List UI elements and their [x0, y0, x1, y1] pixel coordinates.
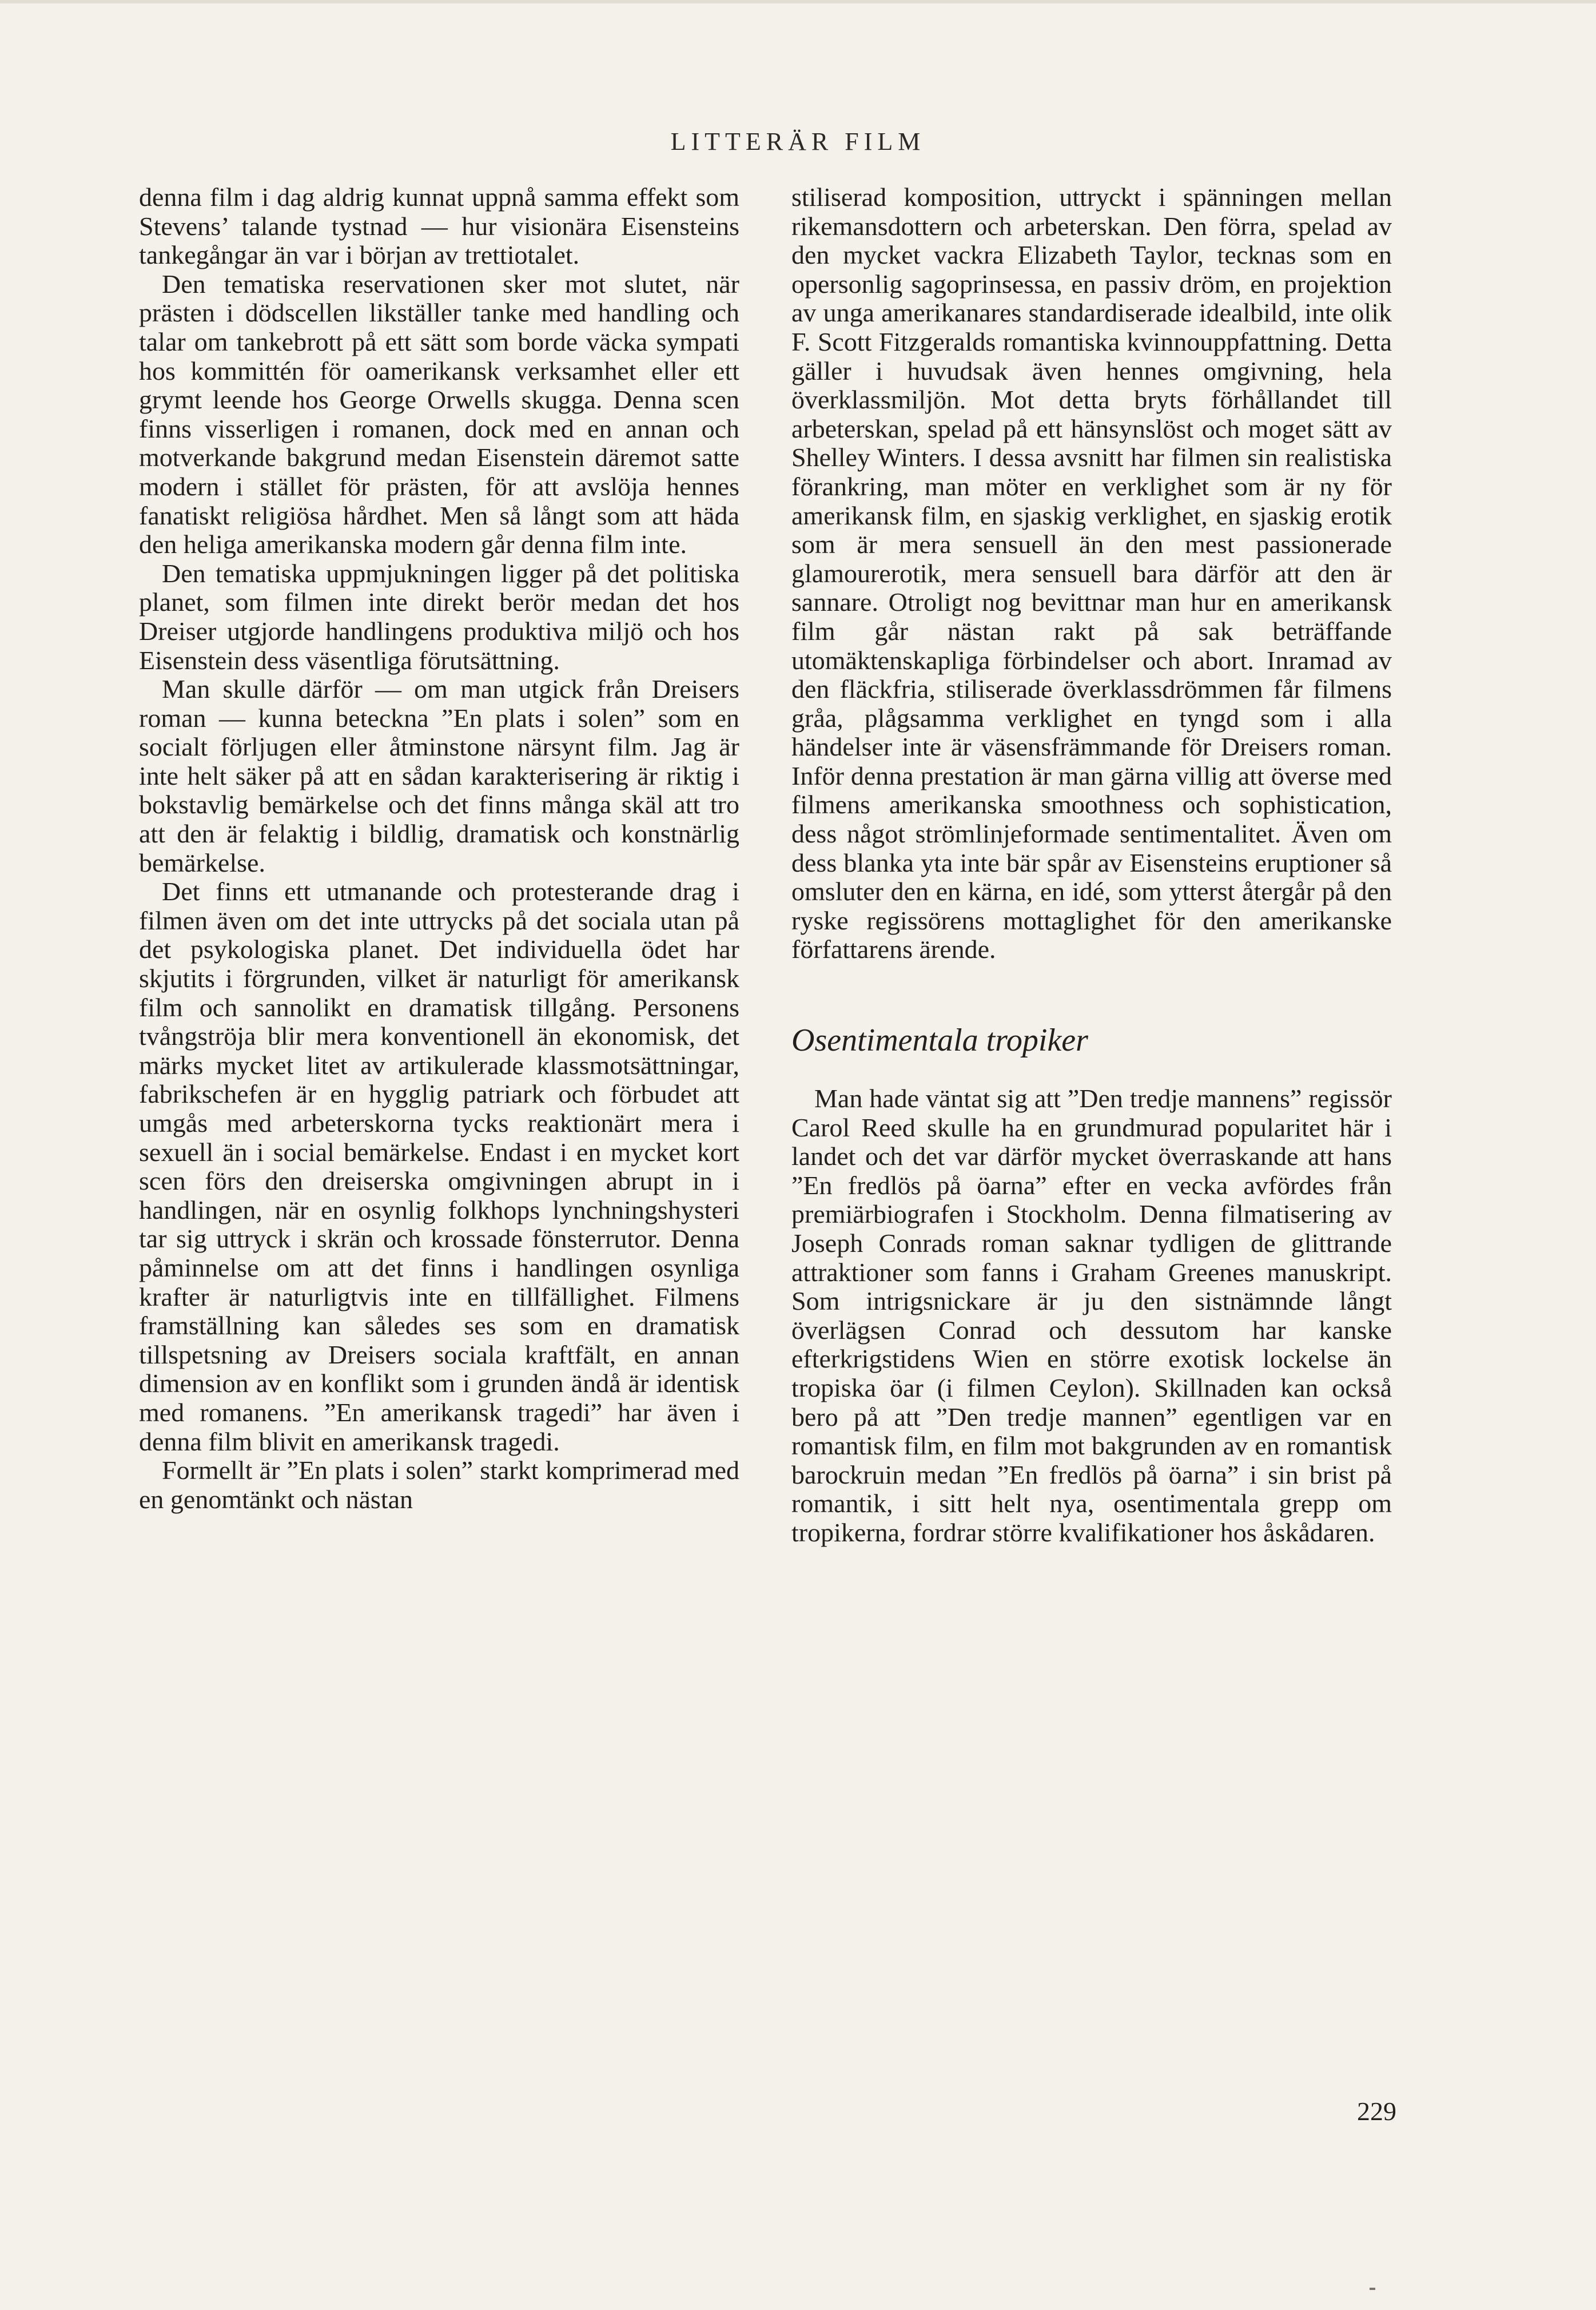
paragraph: Det finns ett utmanande och protesterande drag i filmen även om det inte uttrycks på det sociala utan på det psykologiska planet. Det individuella ödet har skjutits i förgrunden, vilket är naturligt för amerikansk film och sannolikt en dramatisk tillgång. Personens tvångströja blir mera konventionell än ekonomisk, det märks mycket litet av artikulerade klassmotsättningar, fabrikschefen är en hygglig patriark och förbudet att umgås med arbeterskorna tycks reaktionärt mera i sexuell än i social bemärkelse. Endast i en mycket kort scen förs den dreiserska omgivningen abrupt in i handlingen, när en osynlig folkhops lynchningshysteri tar sig uttryck i skrän och krossade fönsterrutor. Denna påminnelse om att det finns i handlingen osynliga krafter är naturligtvis inte en tillfällighet. Filmens framställning kan således ses som en dramatisk tillspetsning av Dreisers sociala kraftfält, en annan dimension av en konflikt som i grunden ändå är identisk med romanens. ”En amerikansk tragedi” har även i denna film blivit en amerikansk tragedi. — [139, 877, 739, 1456]
paragraph: Man hade väntat sig att ”Den tredje mannens” regissör Carol Reed skulle ha en grundmurad popularitet här i landet och det var därför mycket överraskande att hans ”En fredlös på öarna” efter en vecka avfördes från premiärbiografen i Stockholm. Denna filmatisering av Joseph Conrads roman saknar tydligen de glittrande attraktioner som fanns i Graham Greenes manuskript. Som intrigsnickare är ju den sistnämnde långt överlägsen Conrad och dessutom har kanske efterkrigstidens Wien en större exotisk lockelse än tropiska öar (i filmen Ceylon). Skillnaden kan också bero på att ”Den tredje mannen” egentligen var en romantisk film, en film mot bakgrunden av en romantisk barockruin medan ”En fredlös på öarna” i sin brist på romantik, i sitt helt nya, osentimentala grepp om tropikerna, fordrar större kvalifikationer hos åskådaren. — [791, 1084, 1392, 1547]
print-mark — [1370, 2288, 1375, 2290]
running-head: LITTERÄR FILM — [670, 128, 926, 156]
paragraph: Den tematiska uppmjukningen ligger på det politiska planet, som filmen inte direkt berör medan det hos Dreiser utgjorde handlingens produktiva miljö och hos Eisenstein dess väsentliga förutsättning. — [139, 558, 739, 675]
left-column — [139, 183, 739, 1514]
paragraph: Formellt är ”En plats i solen” starkt komprimerad med en genomtänkt och nästan — [139, 1456, 739, 1514]
paragraph: Den tematiska reservationen sker mot slutet, när prästen i dödscellen likställer tanke med handling och talar om tankebrott på ett sätt som borde väcka sympati hos kommittén för oamerikansk verksamhet eller ett grymt leende hos George Orwells skugga. Denna scen finns visserligen i romanen, dock med en annan och motverkande bakgrund medan Eisenstein däremot satte modern i stället för prästen, för att avslöja hennes fanatiskt religiösa hårdhet. Men så långt som att häda den heliga amerikanska modern går denna film inte. — [139, 269, 739, 559]
page-number: 229 — [1357, 2097, 1396, 2126]
paragraph: Man skulle därför — om man utgick från Dreisers roman — kunna beteckna ”En plats i solen” som en socialt förljugen eller åtminstone närsynt film. Jag är inte helt säker på att en sådan karakterisering är riktig i bokstavlig bemärkelse och det finns många skäl att tro att den är felaktig i bildlig, dramatisk och konstnärlig bemärkelse. — [139, 674, 739, 877]
paragraph: denna film i dag aldrig kunnat uppnå samma effekt som Stevens’ talande tystnad — hur visionära Eisensteins tankegångar än var i början av trettiotalet. — [139, 182, 739, 270]
right-column — [791, 183, 1392, 1548]
section-heading: Osentimentala tropiker — [791, 1023, 1088, 1059]
paragraph: stiliserad komposition, uttryckt i spänningen mellan rikemansdottern och arbeterskan. Den förra, spelad av den mycket vackra Elizabeth Taylor, tecknas som en opersonlig sagoprinsessa, en passiv dröm, en projektion av unga amerikanares standardiserade idealbild, inte olik F. Scott Fitzgeralds romantiska kvinnouppfattning. Detta gäller i huvudsak även hennes omgivning, hela överklassmiljön. Mot detta bryts förhållandet till arbeterskan, spelad på ett hänsynslöst och moget sätt av Shelley Winters. I dessa avsnitt har filmen sin realistiska förankring, man möter en verklighet som är ny för amerikansk film, en sjaskig verklighet, en sjaskig erotik som är mera sensuell än den mest passionerade glamourerotik, mera sensuell bara därför att den är sannare. Otroligt nog bevittnar man hur en amerikansk film går nästan rakt på sak beträffande utomäktenskapliga förbindelser och abort. Inramad av den fläckfria, stiliserade överklassdrömmen får filmens gråa, plågsamma verklighet en tyngd som i alla händelser inte är väsensfrämmande för Dreisers roman. Inför denna prestation är man gärna villig att överse med filmens amerikanska smoothness och sophistication, dess något strömlinjeformade sentimentalitet. Även om dess blanka yta inte bär spår av Eisensteins eruptioner så omsluter den en kärna, en idé, som ytterst återgår på den ryske regissörens mottaglighet för den amerikanske författarens ärende. — [791, 182, 1392, 964]
